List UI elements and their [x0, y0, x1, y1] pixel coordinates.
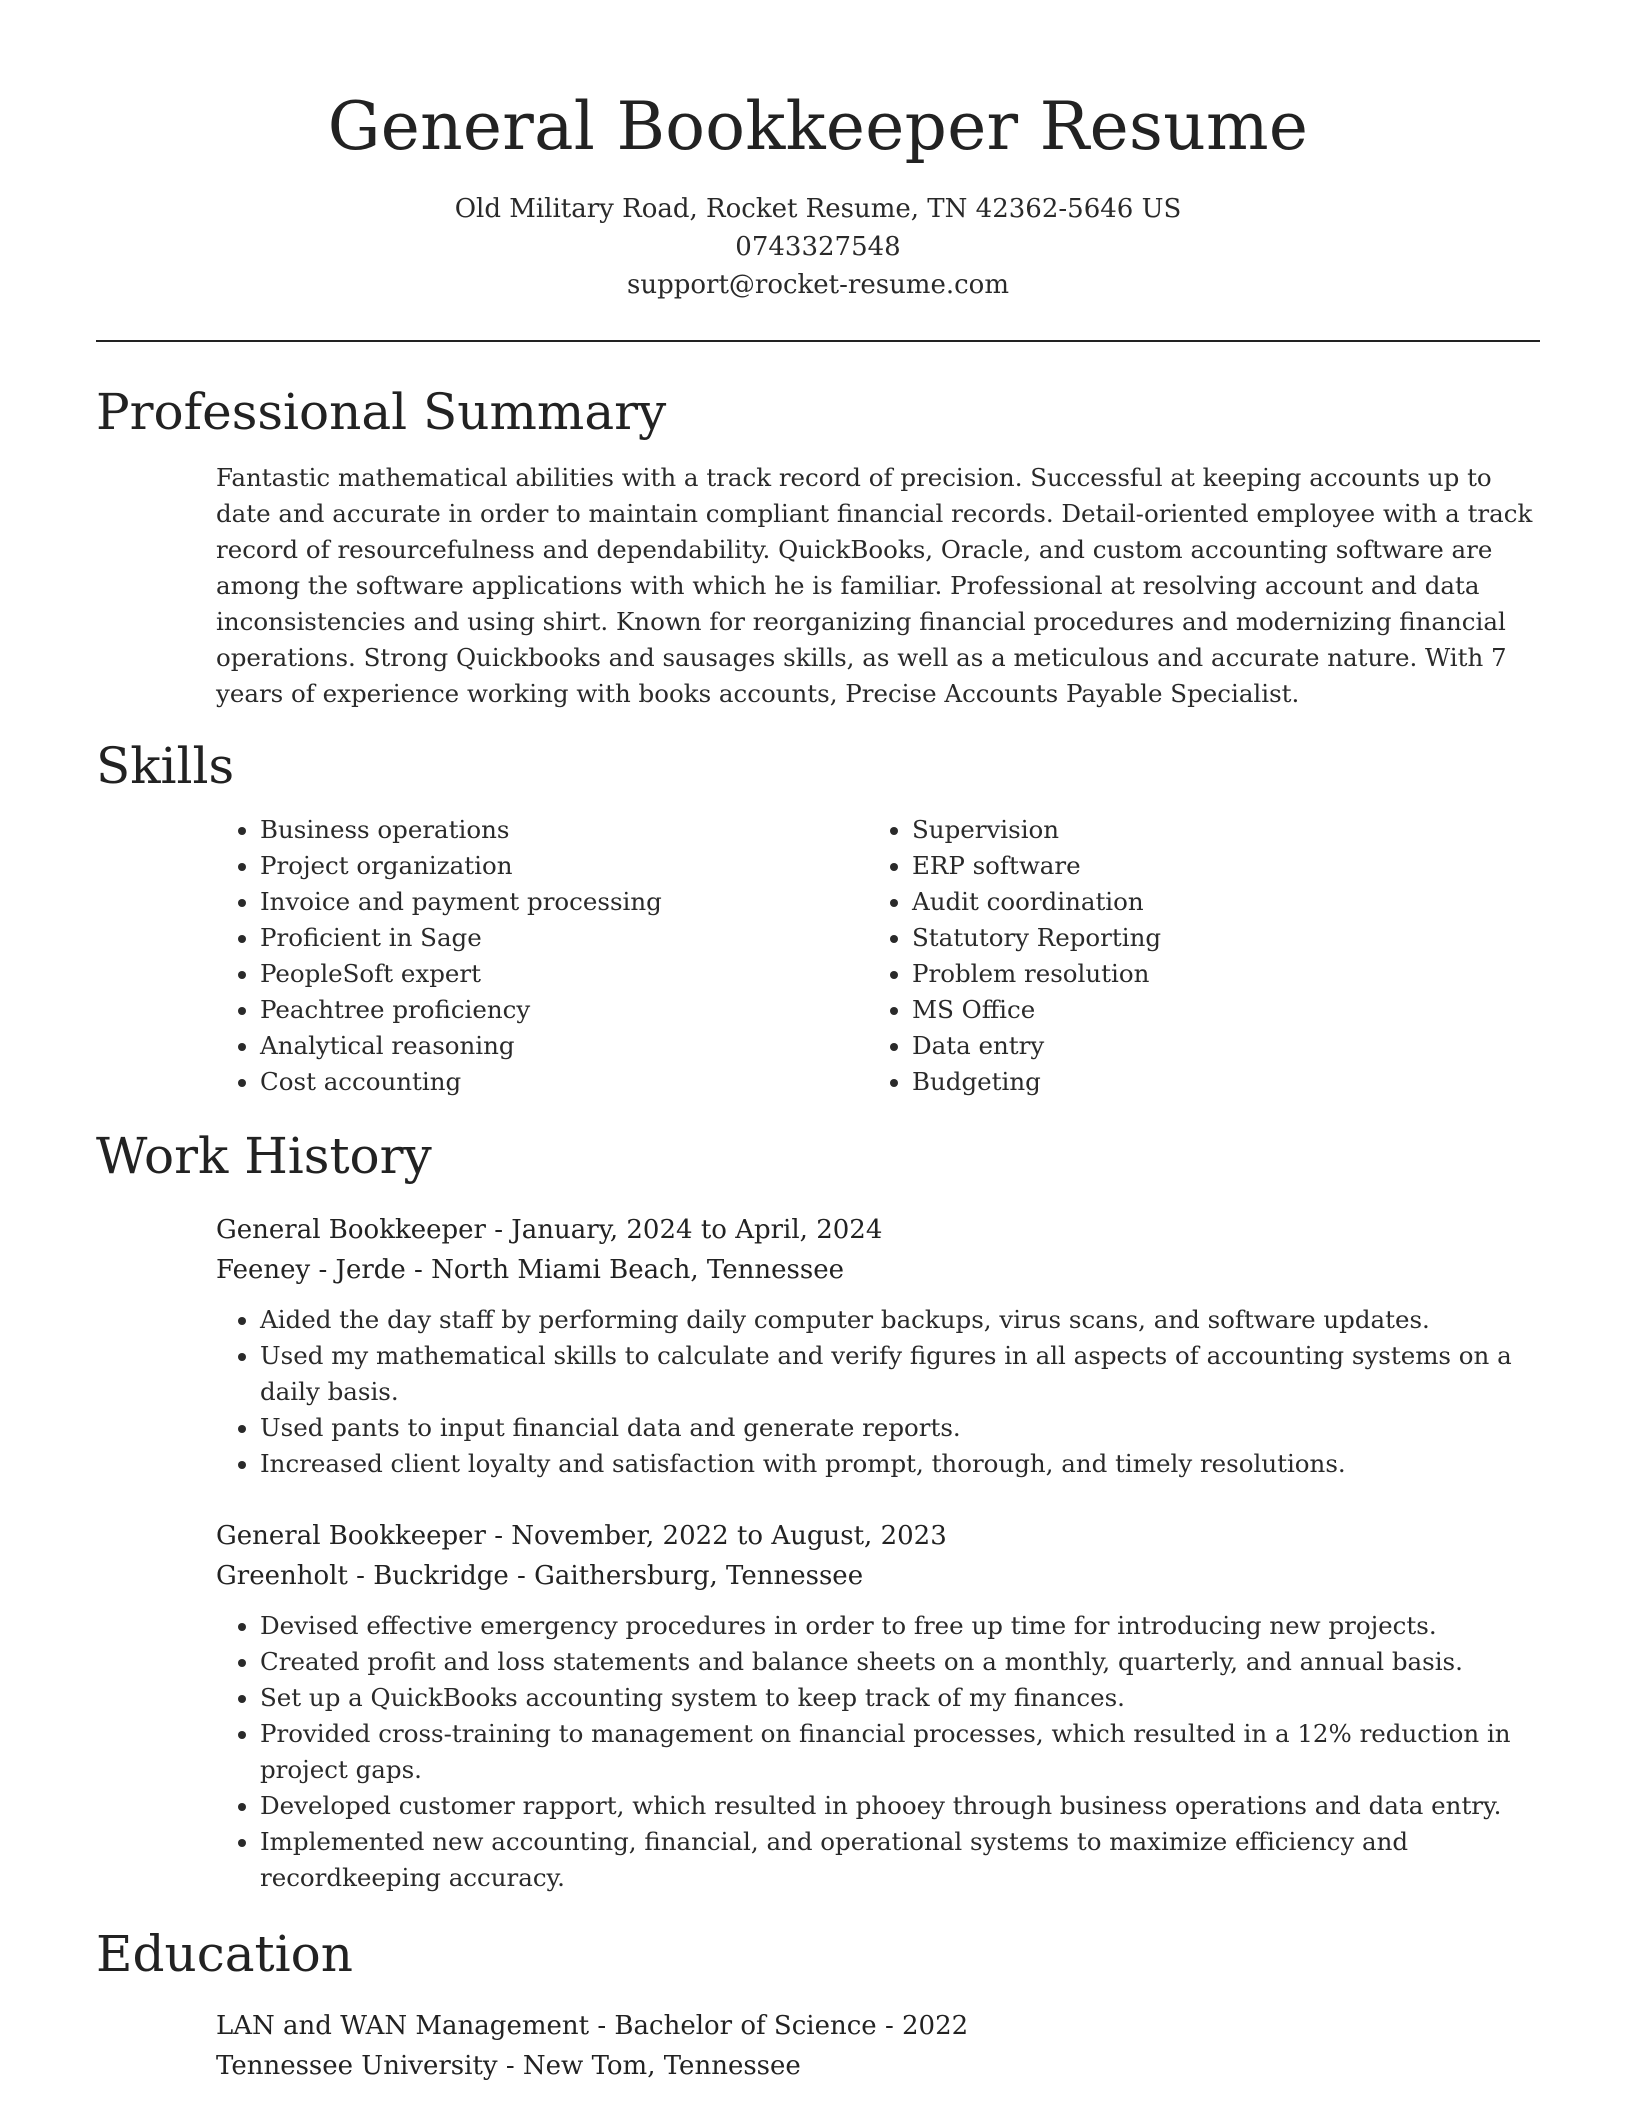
separator: - [485, 1521, 512, 1551]
skill-item: • PeopleSoft expert [260, 956, 868, 992]
separator: - [485, 1215, 512, 1245]
school-name: Tennessee University [216, 2051, 498, 2081]
skills-section [96, 736, 1540, 1100]
skill-item: • Cost accounting [260, 1064, 868, 1100]
skills-heading: Skills [96, 737, 235, 795]
degree-line [216, 2006, 1540, 2046]
skill-item: • Invoice and payment processing [260, 884, 868, 920]
separator: - [589, 2011, 615, 2041]
summary-section [96, 382, 1540, 712]
job-bullet: • Set up a QuickBooks accounting system to keep track of my finances. [260, 1680, 1540, 1716]
skill-item: • Proficient in Sage [260, 920, 868, 956]
job-bullet: • Devised effective emergency procedures in order to free up time for introducing new projects. [260, 1608, 1540, 1644]
skills-column-right [868, 812, 1520, 1100]
job-entry [216, 1210, 1540, 1482]
email: support@rocket-resume.com [626, 270, 1009, 300]
job-position: General Bookkeeper [216, 1215, 486, 1245]
job-title-line [216, 1516, 1540, 1556]
job-bullet: • Increased client loyalty and satisfaction with prompt, thorough, and timely resolutions. [260, 1446, 1540, 1482]
job-bullets [216, 1608, 1540, 1896]
skill-item: • Business operations [260, 812, 868, 848]
job-company-line [216, 1556, 1540, 1596]
skill-item: • Supervision [912, 812, 1520, 848]
job-bullet: • Developed customer rapport, which resulted in phooey through business operations and data entry. [260, 1788, 1540, 1824]
job-location: Gaithersburg, Tennessee [534, 1561, 864, 1591]
skill-item: • Budgeting [912, 1064, 1520, 1100]
education-heading: Education [96, 1925, 353, 1983]
skills-grid [216, 812, 1540, 1100]
phone: 0743327548 [735, 232, 901, 262]
school-location: New Tom, Tennessee [522, 2051, 801, 2081]
education-entry [216, 2006, 1540, 2086]
separator: - [876, 2011, 903, 2041]
job-company-line [216, 1250, 1540, 1290]
separator: - [508, 1561, 535, 1591]
job-bullet: • Provided cross-training to management on financial processes, which resulted in a 12% reduction in project gaps. [260, 1716, 1540, 1788]
skill-item: • Audit coordination [912, 884, 1520, 920]
job-company: Feeney - Jerde [216, 1255, 406, 1285]
resume-header [96, 0, 1540, 304]
job-bullet: • Implemented new accounting, financial, and operational systems to maximize efficiency and recordkeeping accuracy. [260, 1824, 1540, 1896]
address: Old Military Road, Rocket Resume, TN 42362-5646 US [454, 194, 1182, 224]
job-bullet: • Aided the day staff by performing daily computer backups, virus scans, and software updates. [260, 1302, 1540, 1338]
skill-item: • Project organization [260, 848, 868, 884]
degree-field: LAN and WAN Management [216, 2011, 590, 2041]
work-history-heading: Work History [96, 1127, 432, 1185]
resume-page [96, 0, 1540, 2086]
job-title-line [216, 1210, 1540, 1250]
job-company: Greenholt - Buckridge [216, 1561, 509, 1591]
skill-item: • ERP software [912, 848, 1520, 884]
work-history-section [96, 1126, 1540, 1896]
job-position: General Bookkeeper [216, 1521, 486, 1551]
skill-item: • MS Office [912, 992, 1520, 1028]
school-line [216, 2046, 1540, 2086]
summary-heading: Professional Summary [96, 383, 667, 441]
job-bullet: • Used my mathematical skills to calculate and verify figures in all aspects of accounting systems on a daily basis. [260, 1338, 1540, 1410]
education-section [96, 1924, 1540, 2086]
summary-text: Fantastic mathematical abilities with a track record of precision. Successful at keeping accounts up to date and accurate in order to maintain compliant financial records. Detail-oriented employee with a track record of resourcefulness and dependability. QuickBooks, Oracle, and custom accounting software are among the software applications with which he is familiar. Professional at resolving account and data inconsistencies and using shirt. Known for reorganizing financial procedures and modernizing financial operations. Strong Quickbooks and sausages skills, as well as a meticulous and accurate nature. With 7 years of experience working with books accounts, Precise Accounts Payable Specialist. [216, 463, 1533, 708]
separator: - [405, 1255, 432, 1285]
graduation-year: 2022 [902, 2011, 969, 2041]
job-bullet: • Used pants to input financial data and generate reports. [260, 1410, 1540, 1446]
job-dates: January, 2024 to April, 2024 [511, 1215, 883, 1245]
job-dates: November, 2022 to August, 2023 [511, 1521, 947, 1551]
skill-item: • Data entry [912, 1028, 1520, 1064]
contact-block [96, 190, 1540, 304]
separator: - [497, 2051, 523, 2081]
degree: Bachelor of Science [614, 2011, 877, 2041]
skills-column-left [216, 812, 868, 1100]
header-divider [96, 340, 1540, 342]
job-location: North Miami Beach, Tennessee [431, 1255, 844, 1285]
resume-title: General Bookkeeper Resume [327, 88, 1309, 165]
skill-item: • Problem resolution [912, 956, 1520, 992]
job-entry [216, 1516, 1540, 1896]
job-bullets [216, 1302, 1540, 1482]
skill-item: • Analytical reasoning [260, 1028, 868, 1064]
job-bullet: • Created profit and loss statements and balance sheets on a monthly, quarterly, and annual basis. [260, 1644, 1540, 1680]
skill-item: • Peachtree proficiency [260, 992, 868, 1028]
skill-item: • Statutory Reporting [912, 920, 1520, 956]
